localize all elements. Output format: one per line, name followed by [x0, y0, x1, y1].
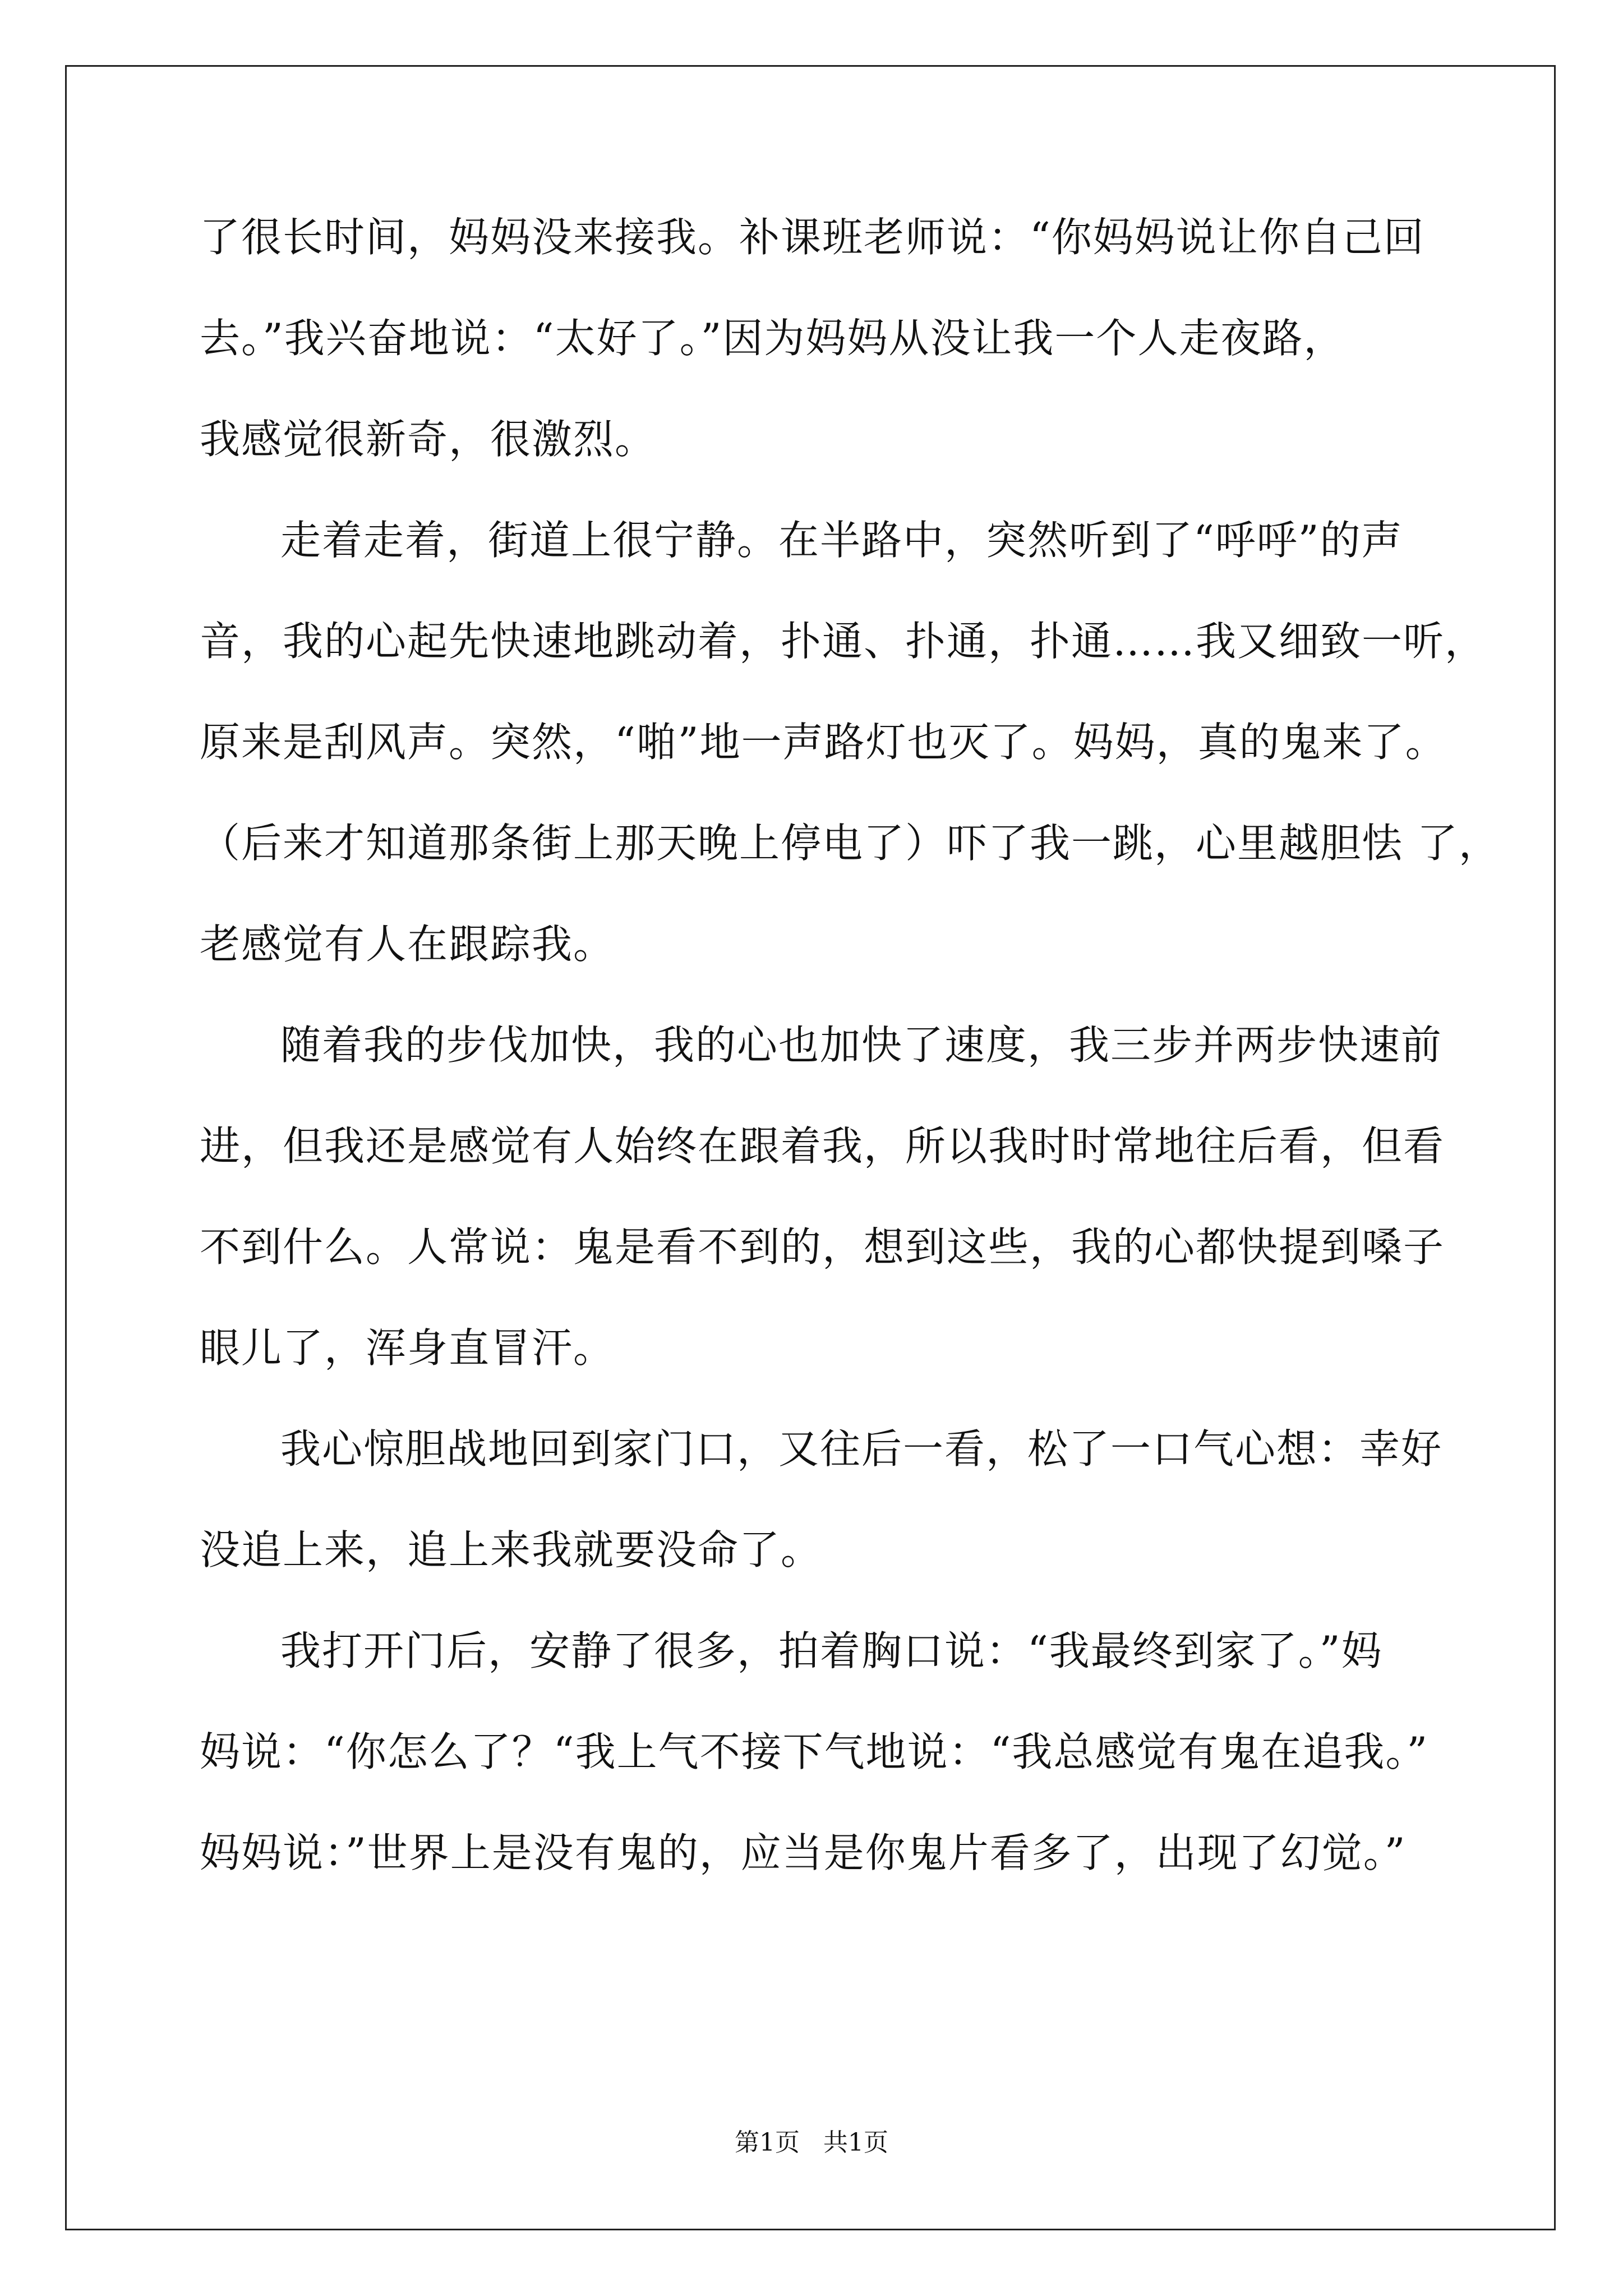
text-line: 老感觉有人在跟踪我。 — [200, 921, 615, 968]
text-line: 妈妈说：”世界上是没有鬼的，应当是你鬼片看多了，出现了幻觉。” — [200, 1829, 1407, 1876]
text-line: 去。”我兴奋地说：“太好了。”因为妈妈从没让我一个人走夜路， — [200, 315, 1345, 362]
paragraph-start-line: 我心惊胆战地回到家门口，又往后一看，松了一口气心想：幸好 — [280, 1425, 1443, 1473]
text-line: 不到什么。人常说：鬼是看不到的，想到这些，我的心都快提到嗓子 — [200, 1223, 1445, 1271]
text-line: 进，但我还是感觉有人始终在跟着我，所以我时时常地往后看，但看 — [200, 1122, 1445, 1170]
text-line: （后来才知道那条街上那天晚上停电了）吓了我一跳，心里越胆怯 了， — [200, 820, 1500, 867]
text-line: 音，我的心起先快速地跳动着，扑通、扑通，扑通……我又细致一听， — [200, 618, 1487, 665]
text-line: 没追上来，追上来我就要没命了。 — [200, 1526, 823, 1573]
text-line: 妈说：“你怎么了？“我上气不接下气地说：“我总感觉有鬼在追我。” — [200, 1728, 1429, 1775]
paragraph-start-line: 走着走着，街道上很宁静。在半路中，突然听到了“呼呼”的声 — [280, 517, 1403, 564]
text-line: 了很长时间，妈妈没来接我。补课班老师说：“你妈妈说让你自己回 — [200, 214, 1425, 261]
page-number-footer: 第1页 共1页 — [735, 2128, 888, 2157]
text-line: 眼儿了，浑身直冒汗。 — [200, 1324, 615, 1372]
paragraph-start-line: 我打开门后，安静了很多，拍着胸口说：“我最终到家了。”妈 — [280, 1627, 1383, 1674]
text-line: 我感觉很新奇，很激烈。 — [200, 416, 657, 463]
text-line: 原来是刮风声。突然，“啪”地一声路灯也灭了。妈妈，真的鬼来了。 — [200, 719, 1447, 766]
paragraph-start-line: 随着我的步伐加快，我的心也加快了速度，我三步并两步快速前 — [280, 1022, 1443, 1069]
